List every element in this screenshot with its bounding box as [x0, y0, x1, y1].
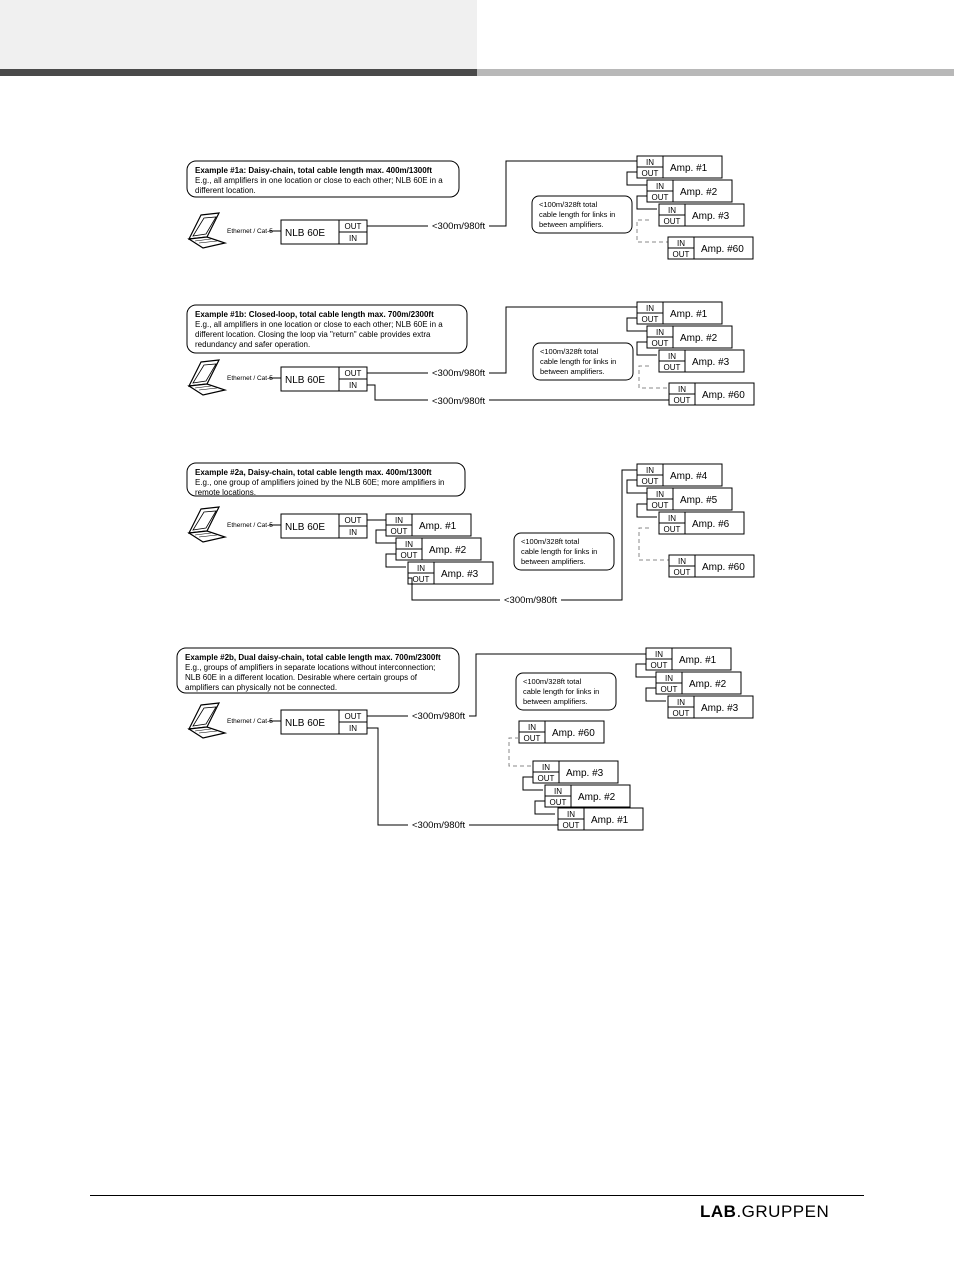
amp-in-label: IN	[542, 763, 550, 772]
distance-label: <300m/980ft	[412, 711, 466, 722]
example-title: Example #2b, Dual daisy-chain, total cable length max. 700m/2300ft	[185, 653, 441, 662]
example-text: different location.	[195, 186, 256, 195]
amp-out-label: OUT	[390, 527, 408, 536]
cable-note-text: between amplifiers.	[540, 367, 605, 376]
amp-out-label: OUT	[537, 774, 555, 783]
amp-out-label: OUT	[660, 685, 678, 694]
nlb-label: NLB 60E	[285, 718, 326, 729]
ethernet-label: Ethernet / Cat-5	[227, 228, 273, 235]
example-text: redundancy and safer operation.	[195, 340, 311, 349]
amp-label: Amp. #5	[680, 495, 718, 506]
amp-in-label: IN	[554, 787, 562, 796]
cable-note-text: <100m/328ft total	[523, 677, 582, 686]
amp-out-label: OUT	[651, 501, 669, 510]
amp-label: Amp. #3	[701, 703, 739, 714]
amp-label: Amp. #60	[701, 244, 744, 255]
amp-label: Amp. #2	[429, 545, 467, 556]
amp-in-label: IN	[677, 239, 685, 248]
cable-note-text: cable length for links in	[521, 547, 598, 556]
amp-out-label: OUT	[523, 734, 541, 743]
example-text: NLB 60E in a different location. Desirable where certain groups of	[185, 673, 417, 682]
nlb-in-label: IN	[349, 381, 357, 390]
laptop-keyboard	[189, 384, 225, 395]
amp-in-label: IN	[567, 810, 575, 819]
logo-lab: LAB	[700, 1202, 737, 1221]
amp-label: Amp. #60	[552, 728, 595, 739]
footer-rule	[90, 1195, 864, 1196]
amp-out-label: OUT	[549, 798, 567, 807]
amp-out-label: OUT	[672, 250, 690, 259]
amp-in-label: IN	[405, 540, 413, 549]
amp-in-label: IN	[678, 557, 686, 566]
amp-out-label: OUT	[672, 709, 690, 718]
amp-label: Amp. #1	[670, 163, 708, 174]
amp-in-label: IN	[678, 385, 686, 394]
example-text: E.g., one group of amplifiers joined by the NLB 60E; more amplifiers in	[195, 478, 445, 487]
amp-in-label: IN	[395, 516, 403, 525]
distance-label: <300m/980ft	[432, 221, 486, 232]
amp-label: Amp. #3	[566, 768, 604, 779]
amp-label: Amp. #2	[689, 679, 727, 690]
amp-label: Amp. #60	[702, 390, 745, 401]
amp-label: Amp. #3	[692, 211, 730, 222]
amp-in-label: IN	[668, 206, 676, 215]
ethernet-label: Ethernet / Cat-5	[227, 718, 273, 725]
amp-label: Amp. #3	[441, 569, 479, 580]
amp-label: Amp. #2	[680, 333, 718, 344]
amp-out-label: OUT	[663, 217, 681, 226]
nlb-label: NLB 60E	[285, 228, 326, 239]
distance-label: <300m/980ft	[504, 595, 558, 606]
distance-label: <300m/980ft	[412, 820, 466, 831]
cable-note-text: cable length for links in	[540, 357, 617, 366]
amp-out-label: OUT	[641, 315, 659, 324]
nlb-out-label: OUT	[344, 516, 362, 525]
nlb-label: NLB 60E	[285, 375, 326, 386]
cable-note-text: between amplifiers.	[539, 220, 604, 229]
example-text: different location. Closing the loop via "return" cable provides extra	[195, 330, 431, 339]
amp-out-label: OUT	[650, 661, 668, 670]
amp-in-label: IN	[665, 674, 673, 683]
nlb-out-label: OUT	[344, 222, 362, 231]
amp-label: Amp. #1	[419, 521, 457, 532]
example-text: remote locations.	[195, 488, 256, 497]
return-cable	[367, 385, 428, 400]
cable-note-text: between amplifiers.	[523, 697, 588, 706]
distance-label: <300m/980ft	[432, 368, 486, 379]
amp-in-label: IN	[417, 564, 425, 573]
nlb-in-label: IN	[349, 234, 357, 243]
cable-note-text: cable length for links in	[539, 210, 616, 219]
amp-in-label: IN	[646, 158, 654, 167]
ethernet-label: Ethernet / Cat-5	[227, 375, 273, 382]
amp-in-label: IN	[677, 698, 685, 707]
amp-out-label: OUT	[641, 169, 659, 178]
distance-label: <300m/980ft	[432, 396, 486, 407]
example-title: Example #2a, Daisy-chain, total cable length max. 400m/1300ft	[195, 468, 432, 477]
amp-label: Amp. #1	[591, 815, 629, 826]
amp-label: Amp. #6	[692, 519, 730, 530]
laptop-keyboard	[189, 727, 225, 738]
cable-note-text: between amplifiers.	[521, 557, 586, 566]
amp-in-label: IN	[668, 514, 676, 523]
nlb-label: NLB 60E	[285, 522, 326, 533]
amp-label: Amp. #1	[679, 655, 717, 666]
example-title: Example #1a: Daisy-chain, total cable length max. 400m/1300ft	[195, 166, 432, 175]
amp-label: Amp. #1	[670, 309, 708, 320]
example-text: E.g., all amplifiers in one location or close to each other; NLB 60E in a	[195, 176, 443, 185]
laptop-keyboard	[189, 531, 225, 542]
nlb-out-label: OUT	[344, 712, 362, 721]
amp-in-label: IN	[528, 723, 536, 732]
ethernet-label: Ethernet / Cat-5	[227, 522, 273, 529]
cable-note-text: <100m/328ft total	[539, 200, 598, 209]
amp-out-label: OUT	[663, 525, 681, 534]
amp-out-label: OUT	[651, 193, 669, 202]
amp-out-label: OUT	[562, 821, 580, 830]
amp-in-label: IN	[646, 466, 654, 475]
amp-label: Amp. #2	[680, 187, 718, 198]
nlb-in-label: IN	[349, 724, 357, 733]
laptop-keyboard	[189, 237, 225, 248]
amp-in-label: IN	[668, 352, 676, 361]
cable-note-text: <100m/328ft total	[521, 537, 580, 546]
amp-out-label: OUT	[651, 339, 669, 348]
nlb-in-label: IN	[349, 528, 357, 537]
amp-in-label: IN	[656, 328, 664, 337]
amp-in-label: IN	[656, 490, 664, 499]
brand-logo	[700, 1202, 829, 1222]
amp-out-label: OUT	[400, 551, 418, 560]
amp-label: Amp. #4	[670, 471, 708, 482]
amp-out-label: OUT	[673, 396, 691, 405]
second-chain-cable	[367, 728, 408, 825]
example-text: E.g., groups of amplifiers in separate locations without interconnection;	[185, 663, 436, 672]
amp-out-label: OUT	[641, 477, 659, 486]
amp-out-label: OUT	[663, 363, 681, 372]
example-title: Example #1b: Closed-loop, total cable length max. 700m/2300ft	[195, 310, 434, 319]
logo-gruppen: .GRUPPEN	[736, 1202, 830, 1221]
amp-label: Amp. #2	[578, 792, 616, 803]
amp-label: Amp. #3	[692, 357, 730, 368]
amp-out-label: OUT	[673, 568, 691, 577]
example-text: amplifiers can physically not be connected.	[185, 683, 338, 692]
nlb-out-label: OUT	[344, 369, 362, 378]
amp-in-label: IN	[655, 650, 663, 659]
cable-note-text: <100m/328ft total	[540, 347, 599, 356]
amp-in-label: IN	[646, 304, 654, 313]
amp-in-label: IN	[656, 182, 664, 191]
amp-label: Amp. #60	[702, 562, 745, 573]
example-text: E.g., all amplifiers in one location or close to each other; NLB 60E in a	[195, 320, 443, 329]
amp-out-label: OUT	[412, 575, 430, 584]
cable-note-text: cable length for links in	[523, 687, 600, 696]
